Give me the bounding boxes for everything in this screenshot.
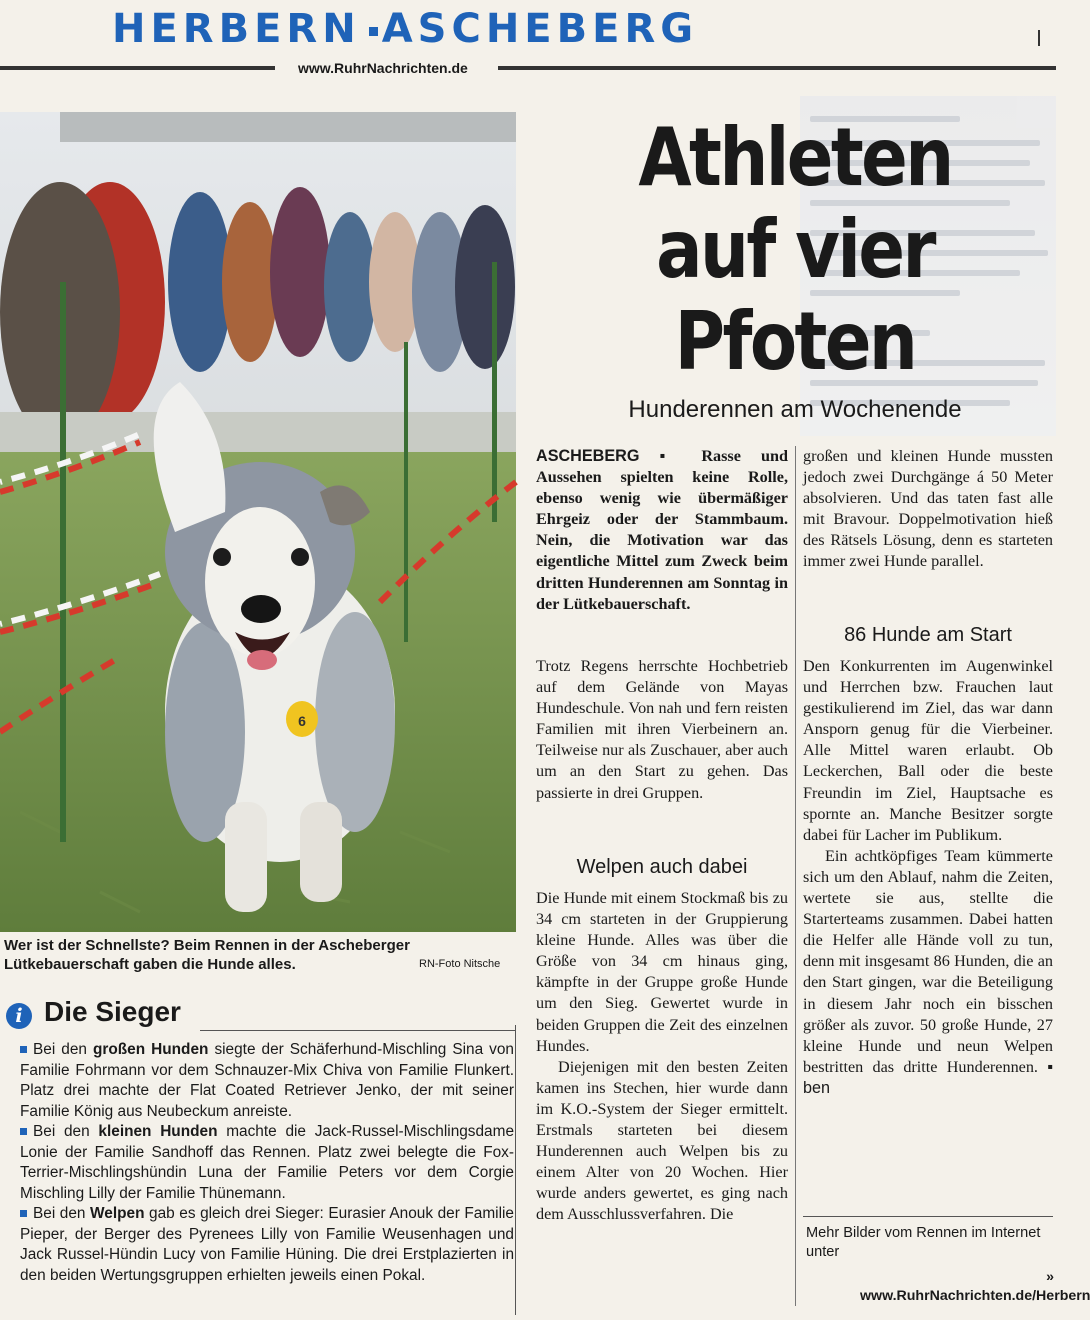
more-pictures-text: Mehr Bilder vom Rennen im Internet unter [806,1225,1041,1260]
column-divider [795,446,796,1306]
article-lead: ASCHEBERG ▪ Rasse und Aussehen spielten keine Rolle, ebenso wenig wie übermäßiger Ehrgeiz oder der Stammbaum. Nein, die Motivation war das eigentliche Mittel zum Zweck beim dritten Hunderennen am Sonntag in der Lütkebauerschaft. [536,447,788,613]
headline-line: Athleten [638,111,952,204]
article-headline [593,112,997,388]
info-box-list [20,1040,514,1286]
info-item: Bei den Welpen gab es gleich drei Sieger: Eurasier Anouk der Familie Pieper, der Berger des Pyrenees Lilly von Familie Weusenhagen und Jack Russel-Hündin Lucy von Familie Hüning. Die drei Erstplazierten in den beiden Wertungsgruppen erhielten jeweils einen Pokal. [20,1205,514,1284]
masthead-rule-left [0,66,275,70]
article-crosshead: Welpen auch dabei [576,856,748,878]
info-icon: i [6,1003,32,1029]
bullet-square-icon [20,1128,27,1135]
headline-line: auf vier [656,203,934,296]
masthead-separator [369,27,378,36]
paragraph: Diejenigen mit den besten Zeiten kamen ins Stechen, hier wurde dann im K.O.-System der Sieger ermittelt. Erstmals starteten bei diesem Hunderennen auch Welpen bis zu einem Alter von 20 Wochen. Hier wurde anders gewertet, es ging nach dem Ausschlussverfahren. Die [536,1057,788,1224]
info-item: Bei den kleinen Hunden machte die Jack-Russel-Mischlingsdame Lonie der Familie Sandhoff das Rennen. Platz zwei belegte die Fox-Terrier-Mischlingshündin Luna der Familie Peters vor dem Corgie Mischling Lilly der Familie Thünemann. [20,1123,515,1202]
photo-caption: Wer ist der Schnellste? Beim Rennen in der Ascheberger Lütkebauerschaft gaben die Hunde alles. [4,937,410,973]
headline-line: Pfoten [674,295,916,388]
article-paragraph: Trotz Regens herrschte Hochbetrieb auf dem Gelände von Mayas Hundeschule. Von nah und fern reisten Familien mit ihren Vierbeinern an. Teilweise nur als Zuschauer, aber auch um an den Start zu gehen. Das passierte in drei Gruppen. [536,657,788,802]
photo-credit: RN-Foto Nitsche [419,958,501,970]
masthead-rule-right [498,66,1056,70]
masthead [112,6,699,54]
dog-photo [0,112,516,932]
more-pictures-link[interactable]: » www.RuhrNachrichten.de/Herbern [860,1269,1090,1304]
article-paragraph: großen und kleinen Hunde mussten jedoch zwei Durchgänge á 50 Meter absolvieren. Und das taten fast alle mit Bravour. Doppelmotivation hieß des Rätsels Lösung, denn es starteten immer zwei Hunde parallel. [803,447,1053,571]
lead-text: Rasse und Aussehen spielten keine Rolle, ebenso wenig wie übermäßiger Ehrgeiz oder der Stammbaum. Nein, die Motivation war das eigentliche Mittel zum Zweck beim dritten Hunderennen am Sonntag in der Lütkebauerschaft. [536,447,788,613]
dog-tag-number: 6 [298,713,306,729]
masthead-left: HERBERN [112,6,361,52]
article-subhead: Hunderennen am Wochenende [628,396,962,423]
paragraph: Ein achtköpfiges Team kümmerte sich um den Ablauf, nahm die Zeiten, wertete sie aus, stellte die Starterteams zusammen. Dabei hatten die Helfer alle Hände voll zu tun, denn mit insgesamt 86 Hunden, die an den Start gingen, war die Beteiligung in diesem Jahr noch ein bisschen größer als zuvor. 50 große Hunde, 27 kleine Hunde und neun Welpen bestritten das dritte Hunderennen. ▪ ben [803,846,1053,1097]
article-crosshead: 86 Hunde am Start [844,624,1012,646]
info-box-title: Die Sieger [44,996,181,1027]
info-item-highlight: kleinen Hunden [98,1123,218,1140]
more-rule [803,1216,1053,1217]
masthead-right: ASCHEBERG [381,6,699,52]
bullet-square-icon [20,1210,27,1217]
page-edge-mark [1038,30,1040,46]
dateline: ASCHEBERG [536,447,640,465]
info-item-highlight: Welpen [90,1205,145,1222]
article-paragraph [803,656,1053,1099]
paragraph: Den Konkurrenten im Augenwinkel und Herrchen bzw. Frauchen laut gestikulierend im Ziel, das war dann Ansporn genug für die Vierbeiner. Alle Mittel waren erlaubt. Ob Leckerchen, Ball oder die beste Freundin im Ziel, Hauptsache es spornte an. Manche Besitzer sorgte dabei für Lacher im Publikum. [803,657,1053,844]
info-box-divider [515,1025,516,1315]
paragraph: Die Hunde mit einem Stockmaß bis zu 34 cm starteten in der Gruppierung kleine Hunde. Alles was über die Größe von 34 cm hinaus ging, kämpfte in der Gruppe große Hunde um den Sieg. Gewertet wurde in beiden Gruppen die Zeit des einzelnen Hundes. [536,889,788,1055]
info-box-rule [200,1030,516,1031]
article-paragraph [536,888,788,1226]
bullet-square-icon [20,1046,27,1053]
info-item: Bei den großen Hunden siegte der Schäferhund-Mischling Sina von Familie Fohrmann vor dem Schnauzer-Mix Chiva von Familie Flunkert. Platz drei machte der Flat Coated Retriever Jenko, der mit seiner Familie König aus Neubeckum anreiste. [20,1041,514,1120]
site-url[interactable]: www.RuhrNachrichten.de [298,60,468,76]
info-item-highlight: großen Hunden [92,1041,209,1058]
author-mark: ▪ ben [803,1057,1053,1097]
